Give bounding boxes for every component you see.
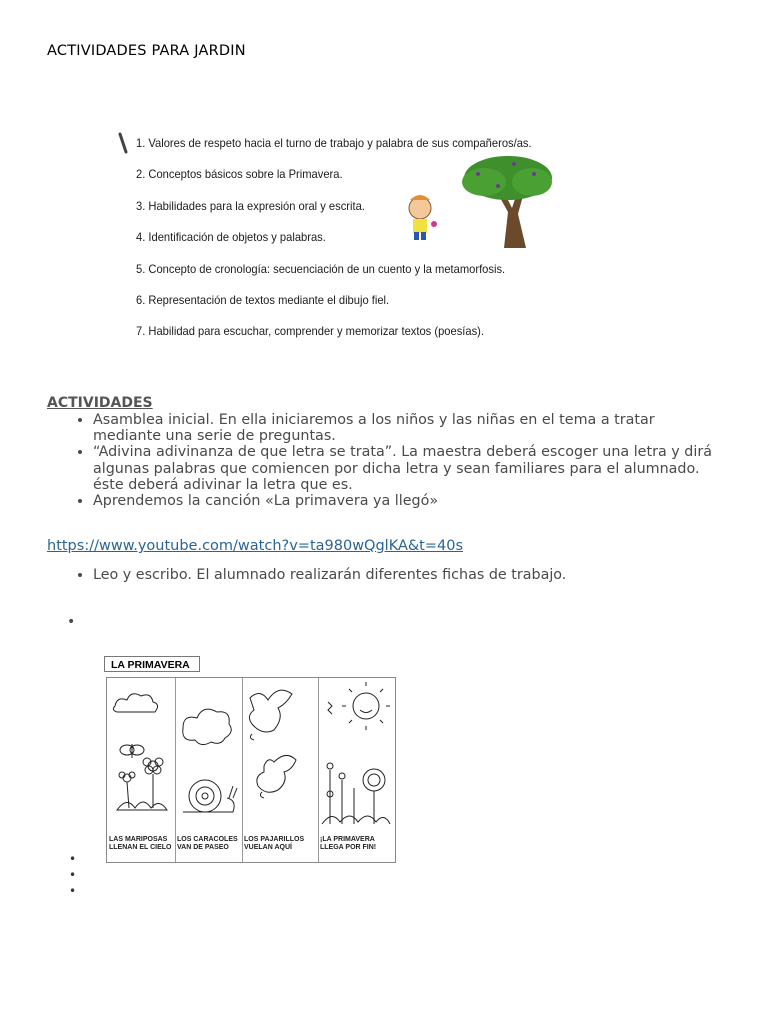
pencil-mark-icon [120,134,126,152]
objective-item: 6. Representación de textos mediante el dibujo fiel. [136,292,390,307]
objective-item: 7. Habilidad para escuchar, comprender y memorizar textos (poesías). [136,324,484,339]
primavera-worksheet-image [104,656,396,862]
list-item: • Aprendemos la canción «La primavera ya llegó» [93,493,725,509]
objective-item: 3. Habilidades para la expresión oral y escrita. [136,198,365,213]
panel-birds [242,678,319,862]
list-item: • Leo y escribo. El alumnado realizarán diferentes fichas de trabajo. [93,567,725,583]
worksheet-title: LA PRIMAVERA [104,656,200,672]
objective-item: 4. Identificación de objetos y palabras. [136,230,326,245]
cloud-icon [183,709,232,744]
panel-caption: LOS CARACOLES VAN DE PASEO [177,836,238,851]
butterfly-icon [120,744,144,758]
list-item: • “Adivina adivinanza de que letra se trata”. La maestra deberá escoger una letra y dirá algunas palabras que comiencen por dicha letra y sean familiares para el alumnado. éste deberá adivinar la letra que es. [93,444,725,493]
worksheet-panels [106,677,396,863]
panel-butterflies [107,678,176,862]
activities-list [47,412,725,509]
panel-spring [318,678,395,862]
activities-list-2 [47,567,725,583]
flower-icon [322,763,390,824]
objective-item: 1. Valores de respeto hacia el turno de trabajo y palabra de sus compañeros/as. [136,136,532,150]
objectives-image [114,124,560,350]
objective-item: 5. Concepto de cronología: secuenciación de un cuento y la metamorfosis. [136,261,506,276]
activities-heading: ACTIVIDADES [47,395,153,411]
sun-icon [342,682,390,730]
list-item: • Asamblea inicial. En ella iniciaremos a los niños y las niñas en el tema a tratar mediante una serie de preguntas. [93,412,725,444]
vine-icon [328,702,332,714]
empty-bullet: • [69,868,77,882]
youtube-link[interactable]: https://www.youtube.com/watch?v=ta980wQglKA&t=40s [47,538,464,554]
objectives-list [136,136,561,356]
panel-caption: LAS MARIPOSAS LLENAN EL CIELO [109,836,172,851]
cloud-icon [113,694,157,712]
bird-icon [257,755,296,798]
panel-caption: LOS PAJARILLOS VUELAN AQUÍ [244,836,305,851]
bird-icon [249,690,292,740]
snail-icon [183,780,237,812]
panel-snail [175,678,243,862]
empty-bullet: • [67,614,76,630]
document-title: ACTIVIDADES PARA JARDIN [47,43,246,59]
panel-caption: ¡LA PRIMAVERA LLEGA POR FIN! [320,836,377,851]
empty-bullet: • [69,852,77,866]
objective-item: 2. Conceptos básicos sobre la Primavera. [136,167,343,182]
flower-icon [117,758,167,810]
empty-bullet: • [69,884,77,898]
